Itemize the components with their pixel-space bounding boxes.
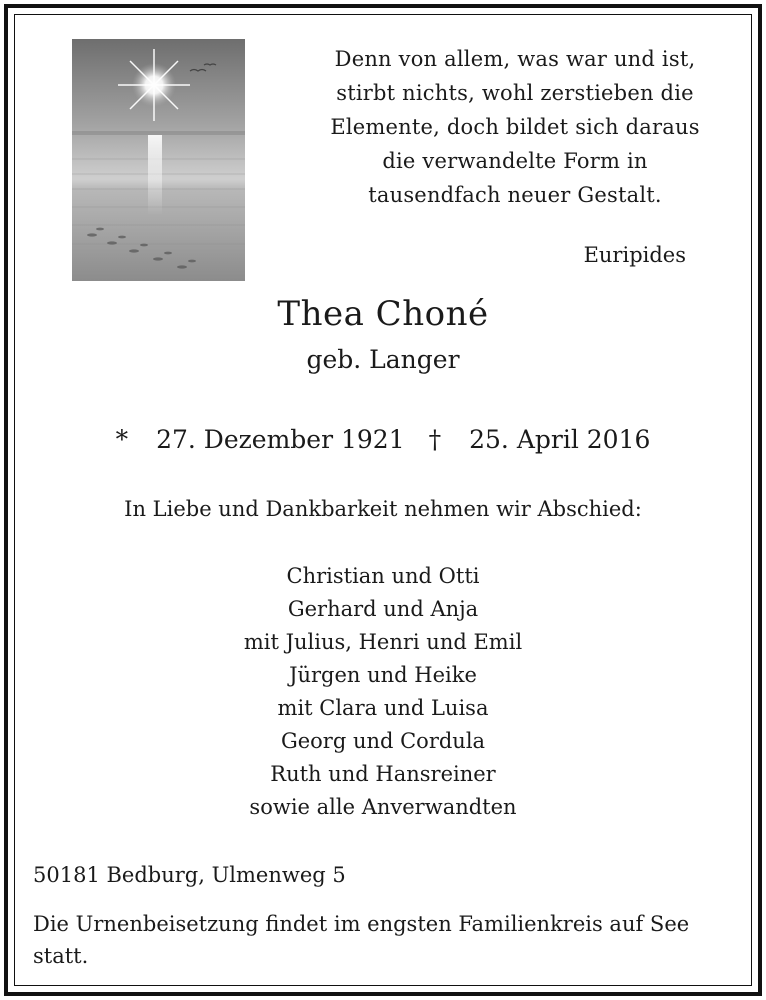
quote-author: Euripides	[583, 243, 686, 267]
sea-sunset-photo	[72, 39, 245, 281]
mourner-line: Jürgen und Heike	[289, 663, 477, 687]
quote-line: Denn von allem, was war und ist,	[334, 47, 696, 71]
mourner-line: Gerhard und Anja	[287, 597, 479, 621]
memorial-quote	[300, 42, 730, 212]
mourner-line: mit Julius, Henri und Emil	[243, 630, 523, 654]
burial-note: Die Urnenbeisetzung findet im engsten Familienkreis auf See statt.	[33, 912, 690, 968]
quote-line: die verwandelte Form in	[382, 149, 648, 173]
life-dates	[0, 421, 766, 459]
birth-date: 27. Dezember 1921	[156, 425, 405, 454]
mourner-line: sowie alle Anverwandten	[249, 795, 517, 819]
mourner-line: Georg und Cordula	[280, 729, 486, 753]
birth-name: geb. Langer	[306, 345, 460, 374]
mourner-line: mit Clara und Luisa	[277, 696, 489, 720]
mourner-line: Ruth und Hansreiner	[270, 762, 496, 786]
mourner-line: Christian und Otti	[286, 564, 480, 588]
quote-line: Elemente, doch bildet sich daraus	[330, 115, 700, 139]
death-date: 25. April 2016	[469, 425, 651, 454]
mourners-list	[0, 560, 766, 824]
birth-symbol: *	[115, 425, 129, 454]
deceased-name: Thea Choné	[277, 294, 489, 334]
quote-line: stirbt nichts, wohl zerstieben die	[336, 81, 694, 105]
farewell-intro: In Liebe und Dankbarkeit nehmen wir Abschied:	[124, 497, 642, 521]
quote-line: tausendfach neuer Gestalt.	[368, 183, 662, 207]
cross-icon: †	[428, 425, 442, 454]
family-address: 50181 Bedburg, Ulmenweg 5	[33, 863, 346, 887]
